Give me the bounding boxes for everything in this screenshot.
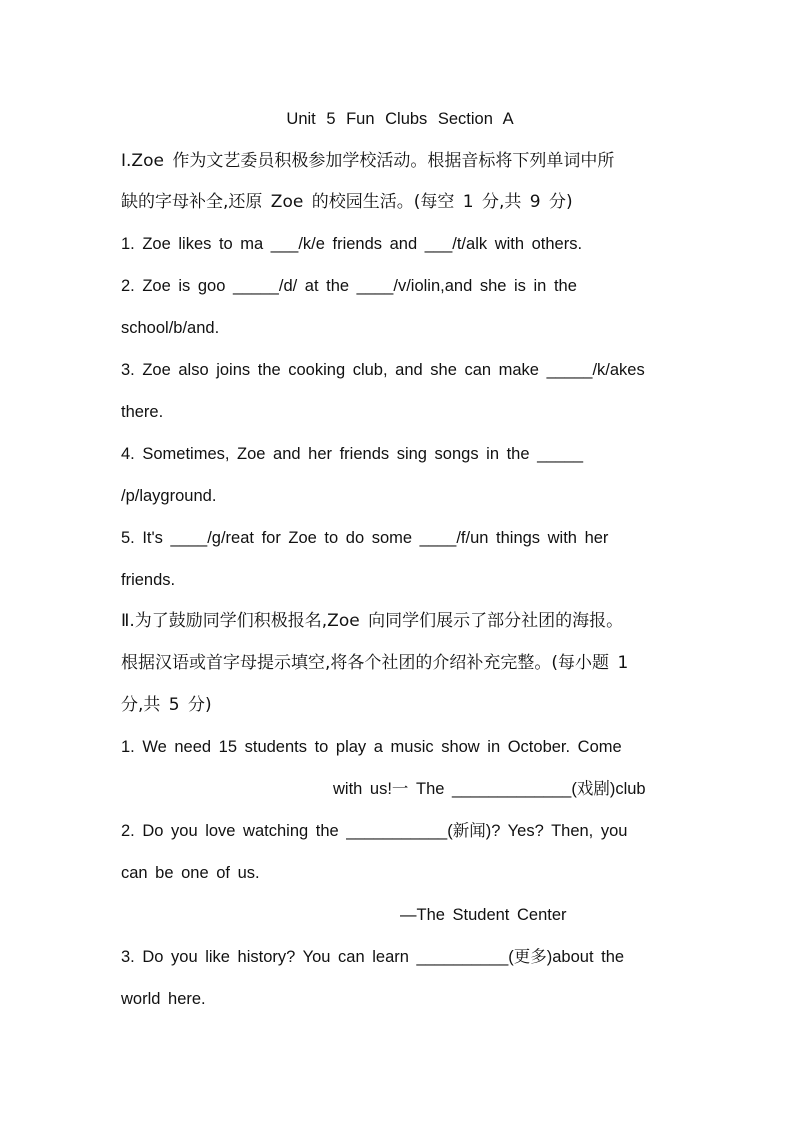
part1-question-2-line-2: school/b/and. (121, 319, 220, 337)
part2-instruction-line-2: 根据汉语或首字母提示填空,将各个社团的介绍补充完整。(每小题 1 (121, 653, 629, 673)
part1-question-3-line-2: there. (121, 403, 164, 421)
part1-question-2-line-1: 2. Zoe is goo _____/d/ at the ____/v/iolin,and she is in the (121, 277, 577, 295)
part2-instruction-line-1: Ⅱ.为了鼓励同学们积极报名,Zoe 向同学们展示了部分社团的海报。 (121, 611, 624, 631)
part2-question-2-line-1: 2. Do you love watching the ___________(新闻)? Yes? Then, you (121, 822, 628, 840)
part1-question-4-line-1: 4. Sometimes, Zoe and her friends sing songs in the _____ (121, 445, 584, 463)
part2-question-1-line-1: 1. We need 15 students to play a music show in October. Come (121, 738, 622, 756)
part1-instruction-line-2: 缺的字母补全,还原 Zoe 的校园生活。(每空 1 分,共 9 分) (121, 192, 573, 212)
part1-question-5-line-1: 5. It's ____/g/reat for Zoe to do some ____/f/un things with her (121, 529, 609, 547)
part1-question-5-line-2: friends. (121, 571, 176, 589)
page-title: Unit 5 Fun Clubs Section A (286, 110, 514, 128)
part1-instruction-line-1: Ⅰ.Zoe 作为文艺委员积极参加学校活动。根据音标将下列单词中所 (121, 151, 615, 171)
part2-question-2-line-2: can be one of us. (121, 864, 260, 882)
part2-question-1-line-2: with us!一 The _____________(戏剧)club (333, 780, 646, 798)
part1-question-1: 1. Zoe likes to ma ___/k/e friends and ___/t/alk with others. (121, 235, 583, 253)
part2-question-3-line-2: world here. (121, 990, 206, 1008)
part1-question-3-line-1: 3. Zoe also joins the cooking club, and she can make _____/k/akes (121, 361, 645, 379)
part2-question-3-line-1: 3. Do you like history? You can learn __________(更多)about the (121, 948, 625, 966)
part1-question-4-line-2: /p/layground. (121, 487, 217, 505)
part2-instruction-line-3: 分,共 5 分) (121, 695, 212, 715)
part2-question-2-signature: —The Student Center (400, 906, 567, 924)
